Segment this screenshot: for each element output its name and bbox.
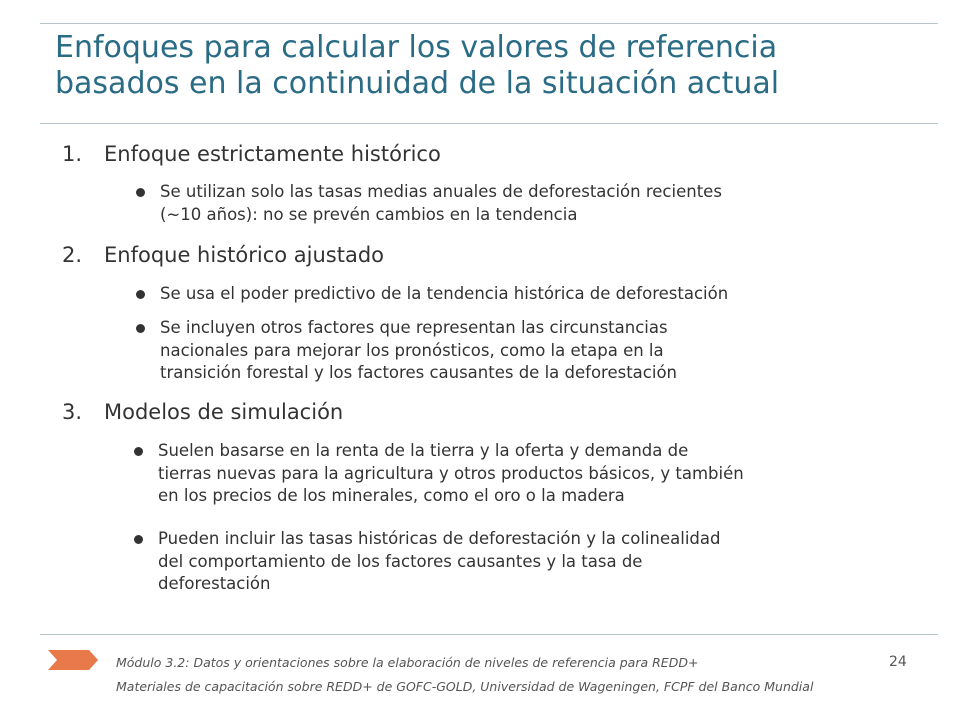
bullet-text-line: Se utilizan solo las tasas medias anuales de deforestación recientes: [160, 182, 722, 201]
bullet-item: [160, 317, 677, 385]
bullet-item: [158, 528, 720, 596]
page-title: [55, 30, 935, 102]
footer-module-line: Módulo 3.2: Datos y orientaciones sobre la elaboración de niveles de referencia para REDD+: [116, 655, 699, 670]
bullet-text-line: Pueden incluir las tasas históricas de deforestación y la colinealidad: [158, 529, 721, 548]
bullet-dot-icon: [136, 290, 145, 299]
title-line-2: basados en la continuidad de la situación actual: [55, 66, 780, 101]
section-heading-2: [62, 242, 384, 268]
section-title: Enfoque histórico ajustado: [104, 243, 384, 267]
bullet-dot-icon: [134, 535, 143, 544]
bullet-text-line: transición forestal y los factores causantes de la deforestación: [160, 363, 678, 382]
section-heading-1: [62, 141, 441, 167]
bullet-text-line: en los precios de los minerales, como el oro o la madera: [158, 486, 625, 505]
bullet-dot-icon: [134, 447, 143, 456]
section-title: Modelos de simulación: [104, 400, 344, 424]
arrow-marker-icon: [47, 649, 99, 671]
bullet-dot-icon: [136, 188, 145, 197]
section-title: Enfoque estrictamente histórico: [104, 142, 441, 166]
bullet-text-line: Se usa el poder predictivo de la tendencia histórica de deforestación: [160, 284, 729, 303]
bullet-text-line: Se incluyen otros factores que representan las circunstancias: [160, 318, 668, 337]
bullet-text-line: tierras nuevas para la agricultura y otros productos básicos, y también: [158, 463, 744, 483]
bullet-text-line: del comportamiento de los factores causantes y la tasa de: [158, 551, 643, 571]
bullet-item: [160, 283, 728, 306]
bullet-text-line: nacionales para mejorar los pronósticos, como la etapa en la: [160, 340, 664, 360]
bullet-text-line: (~10 años): no se prevén cambios en la tendencia: [160, 204, 578, 224]
footer-divider: [40, 634, 938, 635]
section-number: 3.: [62, 400, 83, 424]
footer-credits-line: Materiales de capacitación sobre REDD+ de GOFC-GOLD, Universidad de Wageningen, FCPF del Banco Mundial: [116, 679, 814, 694]
section-heading-3: [62, 399, 343, 425]
bullet-text-line: deforestación: [158, 574, 271, 593]
bullet-item: [160, 181, 722, 226]
title-divider: [40, 123, 938, 124]
section-number: 1.: [62, 142, 83, 166]
title-line-1: Enfoques para calcular los valores de referencia: [55, 30, 778, 65]
bullet-item: [158, 440, 744, 508]
section-number: 2.: [62, 243, 83, 267]
page-number: 24: [889, 654, 907, 670]
bullet-text-line: Suelen basarse en la renta de la tierra y la oferta y demanda de: [158, 441, 689, 460]
bullet-dot-icon: [136, 324, 145, 333]
top-divider: [40, 23, 938, 24]
